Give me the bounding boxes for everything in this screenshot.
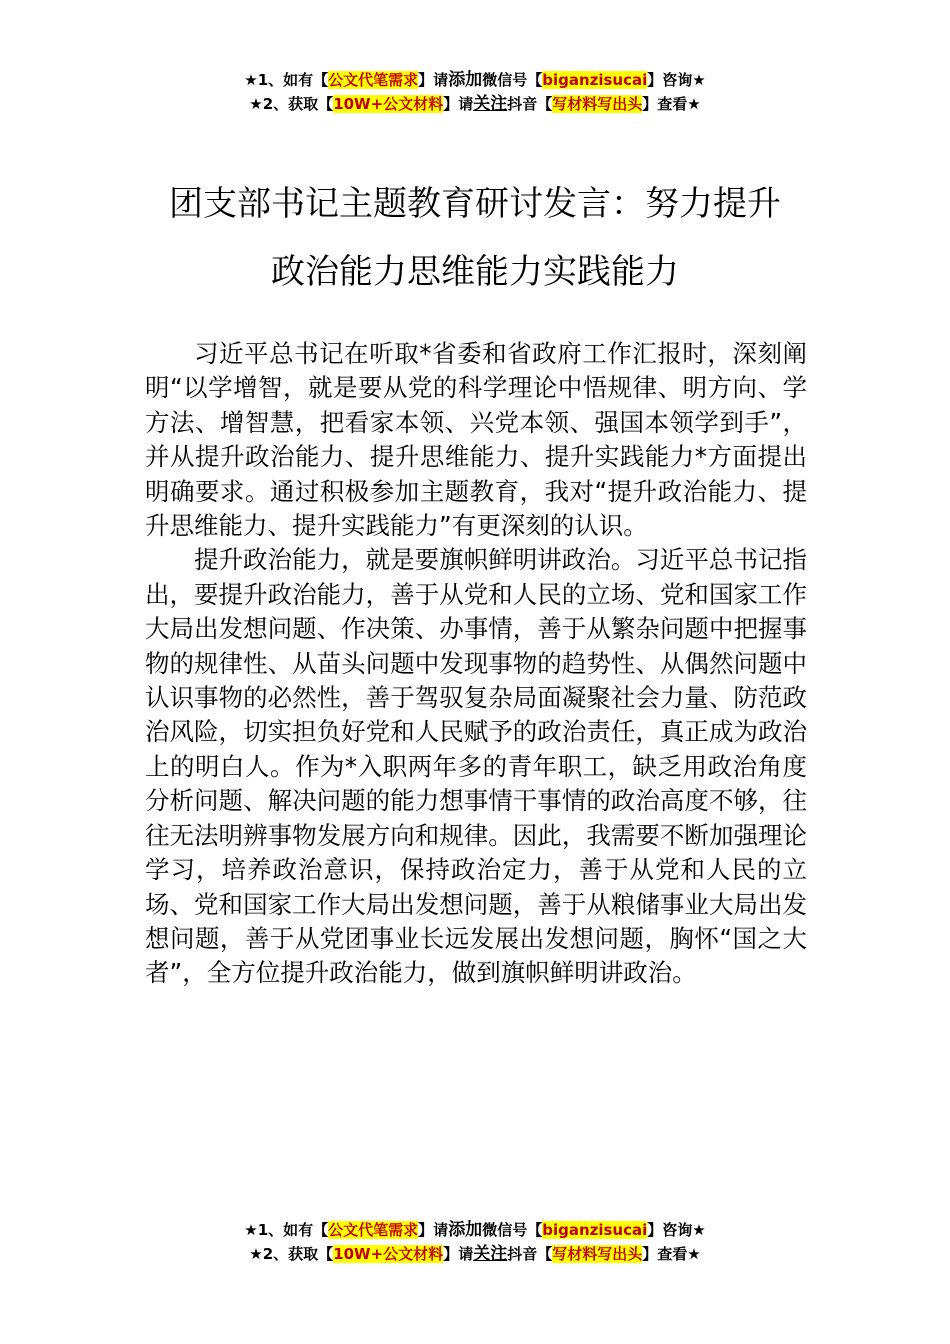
- banner-text: 抖音【: [507, 95, 553, 113]
- banner-text: ★2、获取【: [249, 1245, 334, 1263]
- title-line-2: 政治能力思维能力实践能力: [271, 252, 679, 292]
- banner-text: ★1、如有【: [244, 71, 329, 89]
- banner-text: 】请: [443, 95, 474, 113]
- paragraph: 提升政治能力，就是要旗帜鲜明讲政治。习近平总书记指出，要提升政治能力，善于从党和人民的立场、党和国家工作大局出发想问题、作决策、办事情，善于从繁杂问题中把握事物的规律性、从苗头问题中发现事物的趋势性、从偶然问题中认识事物的必然性，善于驾驭复杂局面凝聚社会力量、防范政治风险，切实担负好党和人民赋予的政治责任，真正成为政治上的明白人。作为*入职两年多的青年职工，缺乏用政治角度分析问题、解决问题的能力想事情干事情的政治高度不够，往往无法明辨事物发展方向和规律。因此，我需要不断加强理论学习，培养政治意识，保持政治定力，善于从党和人民的立场、党和国家工作大局出发想问题，善于从粮储事业大局出发想问题，善于从党团事业长远发展出发想问题，胸怀“国之大者”，全方位提升政治能力，做到旗帜鲜明讲政治。: [145, 545, 807, 988]
- banner-line-1: [0, 68, 950, 92]
- banner-text: 抖音【: [507, 1245, 553, 1263]
- banner-line-2: [0, 1242, 950, 1266]
- banner-emphasis: 添加: [448, 70, 483, 90]
- banner-text: 】咨询★: [647, 1221, 706, 1239]
- title-line-1: 团支部书记主题教育研讨发言：努力提升: [169, 184, 781, 224]
- document-body: [145, 337, 807, 991]
- banner-highlight: 10W+公文材料: [333, 1245, 444, 1263]
- banner-text: 微信号【: [482, 1221, 543, 1239]
- banner-highlight: 公文代笔需求: [328, 71, 419, 89]
- banner-highlight: biganzisucai: [542, 71, 648, 89]
- banner-highlight: 写材料写出头: [552, 1245, 643, 1263]
- banner-text: 】查看★: [642, 1245, 701, 1263]
- banner-line-2: [0, 92, 950, 116]
- banner-emphasis: 关注: [473, 94, 508, 114]
- banner-text: ★2、获取【: [249, 95, 334, 113]
- banner-emphasis: 添加: [448, 1220, 483, 1240]
- banner-emphasis: 关注: [473, 1244, 508, 1264]
- banner-line-1: [0, 1218, 950, 1242]
- banner-text: 】请: [418, 71, 449, 89]
- banner-highlight: 公文代笔需求: [328, 1221, 419, 1239]
- banner-highlight: 10W+公文材料: [333, 95, 444, 113]
- banner-highlight: biganzisucai: [542, 1221, 648, 1239]
- banner-text: 】查看★: [642, 95, 701, 113]
- footer-banner: [0, 1218, 950, 1266]
- paragraph: 习近平总书记在听取*省委和省政府工作汇报时，深刻阐明“以学增智，就是要从党的科学理论中悟规律、明方向、学方法、增智慧，把看家本领、兴党本领、强国本领学到手”，并从提升政治能力、提升思维能力、提升实践能力*方面提出明确要求。通过积极参加主题教育，我对“提升政治能力、提升思维能力、提升实践能力”有更深刻的认识。: [145, 339, 807, 541]
- document-title: [0, 170, 950, 306]
- banner-text: 】请: [443, 1245, 474, 1263]
- banner-highlight: 写材料写出头: [552, 95, 643, 113]
- header-banner: [0, 68, 950, 116]
- banner-text: 微信号【: [482, 71, 543, 89]
- banner-text: ★1、如有【: [244, 1221, 329, 1239]
- banner-text: 】咨询★: [647, 71, 706, 89]
- banner-text: 】请: [418, 1221, 449, 1239]
